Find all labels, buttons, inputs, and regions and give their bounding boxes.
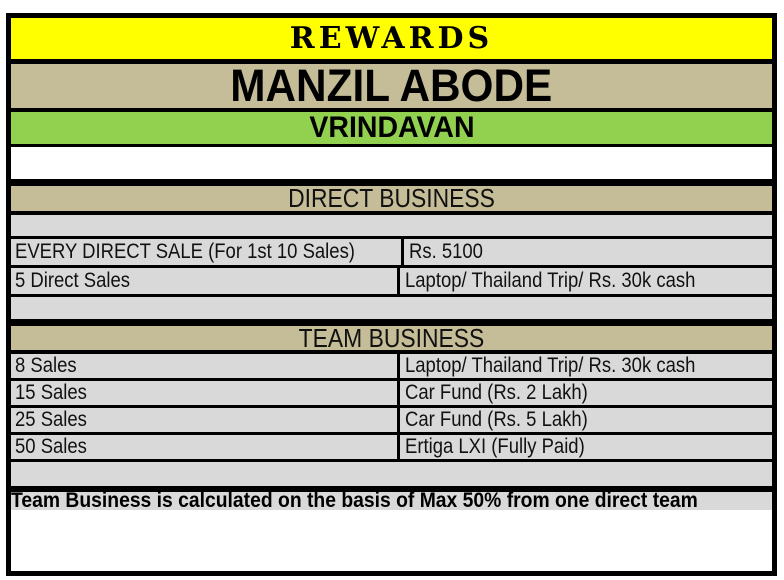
- reward-text: Car Fund (Rs. 2 Lakh): [405, 381, 588, 404]
- project-name: MANZIL ABODE: [230, 60, 553, 108]
- criteria-text: 15 Sales: [15, 381, 87, 404]
- criteria-cell: [11, 435, 400, 459]
- criteria-cell: [11, 268, 400, 294]
- rewards-table: [6, 13, 777, 576]
- spacer-row: [11, 144, 772, 179]
- reward-text: Laptop/ Thailand Trip/ Rs. 30k cash: [405, 354, 696, 377]
- reward-cell: [400, 435, 772, 459]
- location-row: [11, 108, 772, 144]
- team-business-header-row: [11, 319, 772, 350]
- table-row: [11, 405, 772, 432]
- table-row: [11, 236, 772, 265]
- direct-business-header: DIRECT BUSINESS: [288, 183, 495, 211]
- reward-cell: [400, 354, 772, 378]
- reward-text: Car Fund (Rs. 5 Lakh): [405, 408, 588, 431]
- reward-cell: [400, 268, 772, 294]
- spacer-row: [11, 459, 772, 486]
- direct-business-header-row: [11, 179, 772, 211]
- reward-cell: [404, 239, 772, 265]
- project-name-row: [11, 59, 772, 108]
- reward-cell: [400, 381, 772, 405]
- criteria-text: 50 Sales: [15, 435, 87, 458]
- table-row: [11, 350, 772, 378]
- criteria-cell: [11, 381, 400, 405]
- spacer-row: [11, 294, 772, 319]
- criteria-cell: [11, 408, 400, 432]
- footnote-row: [11, 486, 772, 510]
- table-row: [11, 432, 772, 459]
- reward-cell: [400, 408, 772, 432]
- criteria-text: 25 Sales: [15, 408, 87, 431]
- team-business-header: TEAM BUSINESS: [298, 322, 485, 350]
- criteria-cell: [11, 239, 404, 265]
- criteria-cell: [11, 354, 400, 378]
- spacer-row: [11, 211, 772, 236]
- reward-text: Rs. 5100: [409, 240, 484, 263]
- criteria-text: 8 Sales: [15, 354, 77, 377]
- reward-text: Ertiga LXI (Fully Paid): [405, 435, 585, 458]
- table-row: [11, 265, 772, 294]
- criteria-text: EVERY DIRECT SALE (For 1st 10 Sales): [15, 240, 355, 263]
- criteria-text: 5 Direct Sales: [15, 269, 131, 292]
- footnote-text: Team Business is calculated on the basis of Max 50% from one direct team: [11, 489, 698, 510]
- reward-text: Laptop/ Thailand Trip/ Rs. 30k cash: [405, 269, 696, 292]
- rewards-banner-row: [11, 18, 772, 59]
- location-name: VRINDAVAN: [308, 111, 475, 144]
- table-row: [11, 378, 772, 405]
- rewards-title: REWARDS: [289, 21, 494, 56]
